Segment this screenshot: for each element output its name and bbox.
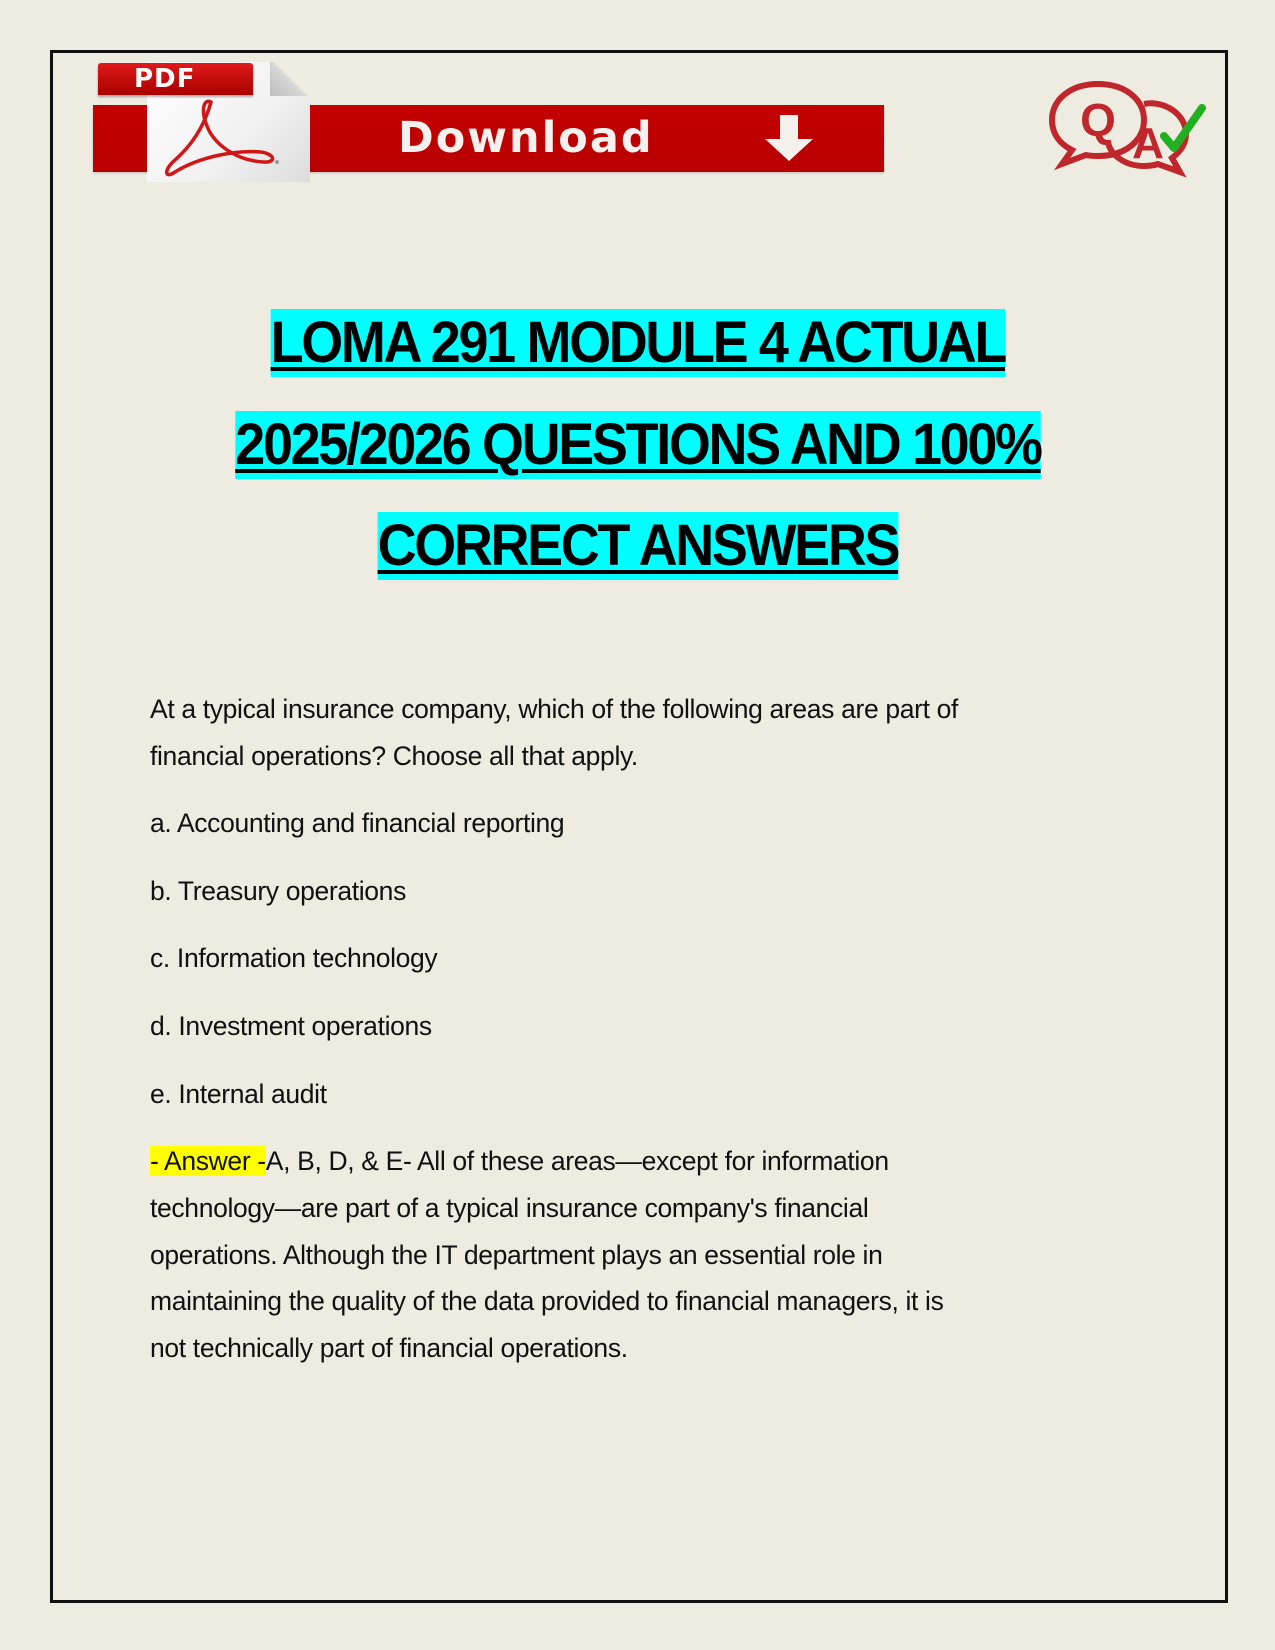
answer-line: maintaining the quality of the data provided to financial managers, it is (150, 1286, 944, 1316)
answer-label: - Answer - (150, 1146, 266, 1176)
answer-line: technology—are part of a typical insurance company's financial (150, 1193, 869, 1223)
title-line-3 (0, 512, 1275, 580)
pdf-download-banner[interactable] (93, 60, 885, 185)
answer-bubble-icon (1108, 103, 1186, 172)
title-line-2 (0, 411, 1275, 479)
svg-text:A: A (1132, 119, 1164, 168)
answer-line (150, 1146, 889, 1177)
pdf-tab-label: PDF (134, 64, 196, 94)
question-text-line: At a typical insurance company, which of the following areas are part of (150, 694, 959, 724)
download-label: Download (398, 113, 654, 163)
title-text: LOMA 291 MODULE 4 ACTUAL (270, 310, 1005, 375)
option-b: b. Treasury operations (150, 876, 406, 906)
question-text-line: financial operations? Choose all that apply. (150, 741, 638, 771)
adobe-pdf-icon (153, 98, 283, 180)
arrow-down-icon (761, 115, 817, 163)
option-e: e. Internal audit (150, 1079, 327, 1109)
answer-line: not technically part of financial operations. (150, 1333, 628, 1363)
title-text: CORRECT ANSWERS (377, 513, 898, 578)
pdf-tab (98, 63, 253, 95)
answer-line: operations. Although the IT department plays an essential role in (150, 1240, 883, 1270)
answer-text: A, B, D, & E- All of these areas—except for information (265, 1146, 889, 1176)
title-text: 2025/2026 QUESTIONS AND 100% (234, 412, 1041, 477)
title-line-1 (0, 309, 1275, 377)
svg-text:Q: Q (1080, 94, 1116, 146)
option-a: a. Accounting and financial reporting (150, 808, 565, 838)
page-fold (270, 62, 310, 96)
qa-logo (1040, 78, 1210, 178)
option-d: d. Investment operations (150, 1011, 432, 1041)
option-c: c. Information technology (150, 943, 438, 973)
question-bubble-icon (1052, 84, 1144, 164)
